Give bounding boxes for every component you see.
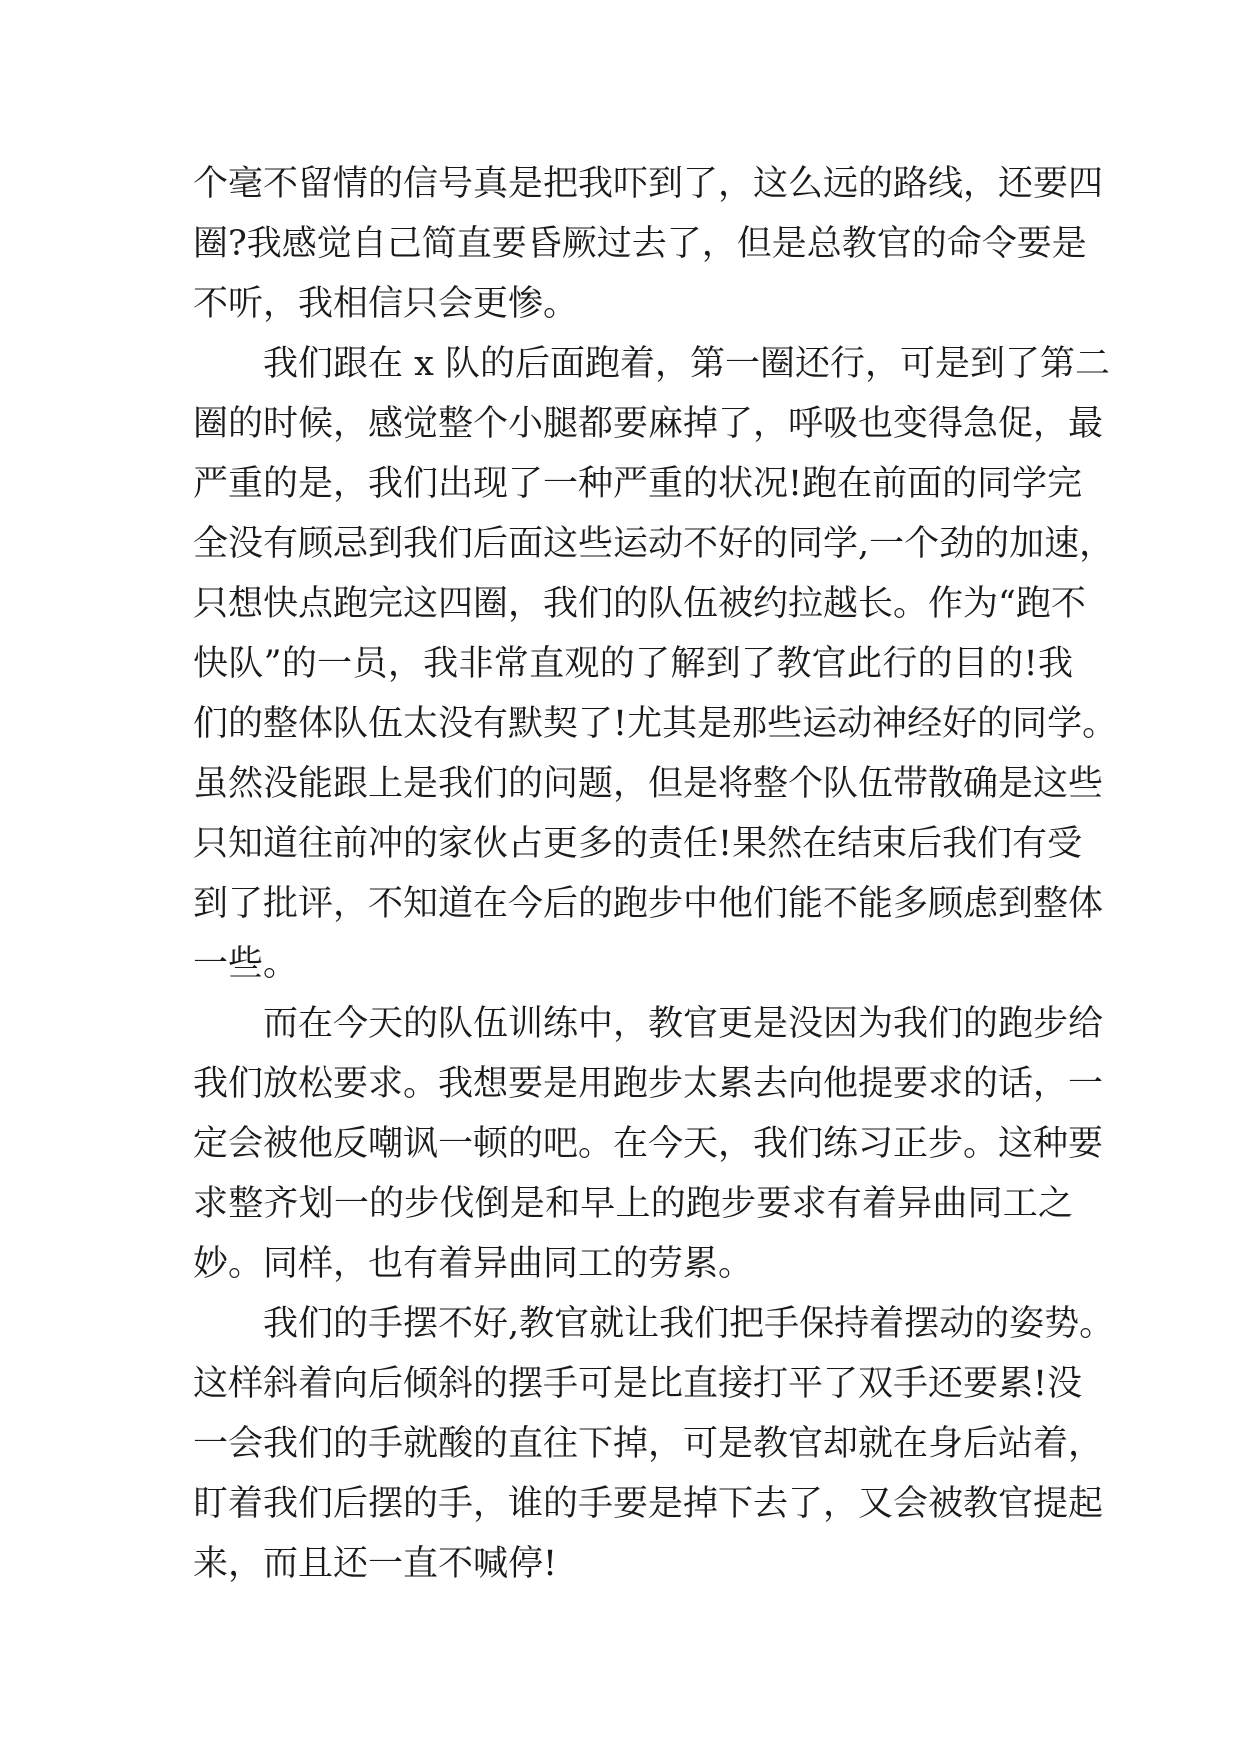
- text-line: 严重的是，我们出现了一种严重的状况!跑在前面的同学完: [193, 464, 1083, 504]
- text-line: 一会我们的手就酸的直往下掉，可是教官却就在身后站着，: [193, 1424, 1104, 1464]
- text-line: 到了批评，不知道在今后的跑步中他们能不能多顾虑到整体: [193, 884, 1104, 924]
- text-line: 个毫不留情的信号真是把我吓到了，这么远的路线，还要四: [193, 164, 1104, 204]
- text-line: 这样斜着向后倾斜的摆手可是比直接打平了双手还要累!没: [193, 1364, 1083, 1404]
- text-line: 只知道往前冲的家伙占更多的责任!果然在结束后我们有受: [193, 824, 1083, 864]
- text-line: 盯着我们后摆的手，谁的手要是掉下去了，又会被教官提起: [193, 1484, 1104, 1524]
- text-line: 来，而且还一直不喊停!: [193, 1544, 558, 1584]
- text-line: 全没有顾忌到我们后面这些运动不好的同学,一个劲的加速，: [193, 524, 1115, 564]
- paragraph-first-line: 我们跟在 x 队的后面跑着，第一圈还行，可是到了第二: [263, 344, 1110, 384]
- text-line: 定会被他反嘲讽一顿的吧。在今天，我们练习正步。这种要: [193, 1124, 1104, 1164]
- text-line: 我们放松要求。我想要是用跑步太累去向他提要求的话，一: [193, 1064, 1104, 1104]
- text-line: 只想快点跑完这四圈，我们的队伍被约拉越长。作为“跑不: [193, 584, 1086, 624]
- text-line: 们的整体队伍太没有默契了!尤其是那些运动神经好的同学。: [193, 704, 1118, 744]
- text-line: 虽然没能跟上是我们的问题，但是将整个队伍带散确是这些: [193, 764, 1104, 804]
- text-line: 圈?我感觉自己简直要昏厥过去了，但是总教官的命令要是: [193, 224, 1087, 264]
- text-line: 一些。: [193, 944, 299, 984]
- text-line: 求整齐划一的步伐倒是和早上的跑步要求有着异曲同工之: [193, 1184, 1073, 1224]
- paragraph-first-line: 我们的手摆不好,教官就让我们把手保持着摆动的姿势。: [263, 1304, 1115, 1344]
- text-line: 不听，我相信只会更惨。: [193, 284, 579, 324]
- paragraph-first-line: 而在今天的队伍训练中，教官更是没因为我们的跑步给: [263, 1004, 1104, 1044]
- text-line: 快队”的一员，我非常直观的了解到了教官此行的目的!我: [193, 644, 1073, 684]
- text-line: 妙。同样，也有着异曲同工的劳累。: [193, 1244, 754, 1284]
- text-line: 圈的时候，感觉整个小腿都要麻掉了，呼吸也变得急促，最: [193, 404, 1104, 444]
- document-body: [193, 154, 1118, 1594]
